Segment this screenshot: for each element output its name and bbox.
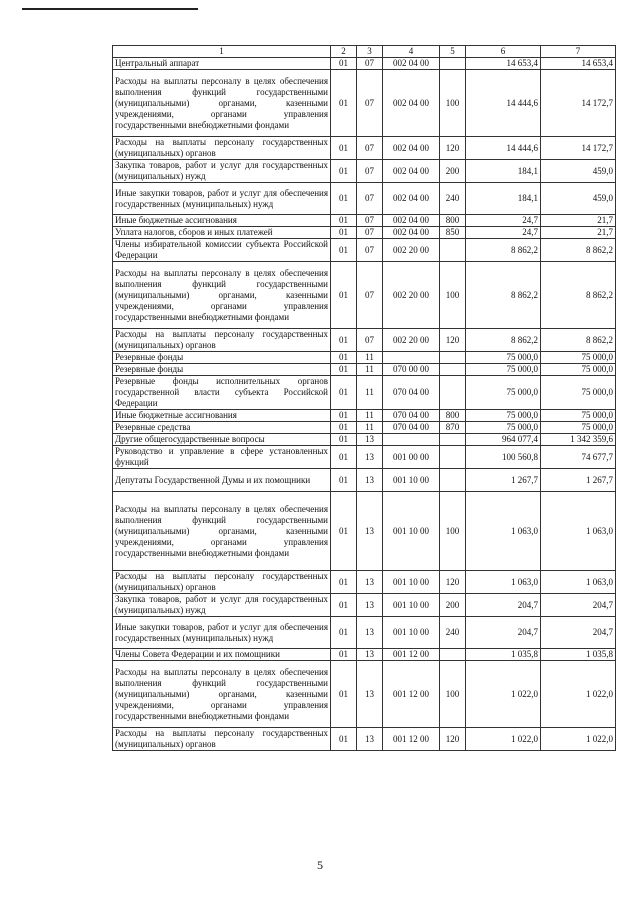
row-label: Закупка товаров, работ и услуг для государственных (муниципальных) нужд	[113, 594, 331, 617]
amount-year-1: 75 000,0	[466, 352, 541, 364]
target-article-code: 001 10 00	[383, 617, 440, 649]
subsection-code: 11	[357, 410, 383, 422]
section-code: 01	[331, 422, 357, 434]
subsection-code: 13	[357, 446, 383, 469]
row-label: Закупка товаров, работ и услуг для государственных (муниципальных) нужд	[113, 160, 331, 183]
subsection-code: 07	[357, 239, 383, 262]
amount-year-1: 14 653,4	[466, 58, 541, 70]
expense-type-code	[440, 58, 466, 70]
expense-type-code	[440, 649, 466, 661]
expense-type-code: 870	[440, 422, 466, 434]
table-row	[113, 352, 616, 364]
subsection-code: 07	[357, 329, 383, 352]
expense-type-code: 100	[440, 262, 466, 329]
target-article-code: 001 10 00	[383, 594, 440, 617]
section-code: 01	[331, 649, 357, 661]
amount-year-2: 1 063,0	[541, 492, 616, 571]
row-label: Иные закупки товаров, работ и услуг для обеспечения государственных (муниципальных) нужд	[113, 617, 331, 649]
section-code: 01	[331, 137, 357, 160]
table-header-row	[113, 46, 616, 58]
amount-year-2: 1 342 359,6	[541, 434, 616, 446]
amount-year-2: 1 022,0	[541, 661, 616, 728]
amount-year-1: 75 000,0	[466, 422, 541, 434]
row-label: Иные бюджетные ассигнования	[113, 215, 331, 227]
page-number: 5	[317, 858, 323, 872]
expense-type-code: 240	[440, 617, 466, 649]
target-article-code: 002 04 00	[383, 160, 440, 183]
subsection-code: 07	[357, 183, 383, 215]
table-row	[113, 160, 616, 183]
target-article-code: 070 04 00	[383, 422, 440, 434]
row-label: Уплата налогов, сборов и иных платежей	[113, 227, 331, 239]
amount-year-2: 459,0	[541, 183, 616, 215]
expense-type-code: 800	[440, 410, 466, 422]
row-label: Члены Совета Федерации и их помощники	[113, 649, 331, 661]
expense-type-code: 100	[440, 492, 466, 571]
expense-type-code: 120	[440, 137, 466, 160]
target-article-code	[383, 434, 440, 446]
table-row	[113, 649, 616, 661]
amount-year-1: 964 077,4	[466, 434, 541, 446]
row-label: Расходы на выплаты персоналу государственных (муниципальных) органов	[113, 728, 331, 751]
amount-year-2: 1 267,7	[541, 469, 616, 492]
section-code: 01	[331, 329, 357, 352]
section-code: 01	[331, 239, 357, 262]
amount-year-2: 21,7	[541, 215, 616, 227]
subsection-code: 07	[357, 227, 383, 239]
amount-year-2: 1 063,0	[541, 571, 616, 594]
expense-type-code	[440, 364, 466, 376]
amount-year-1: 75 000,0	[466, 410, 541, 422]
amount-year-2: 459,0	[541, 160, 616, 183]
table-row	[113, 434, 616, 446]
subsection-code: 11	[357, 422, 383, 434]
row-label: Расходы на выплаты персоналу в целях обеспечения выполнения функций государственными (муниципальными) органами, казенными учреждениями, органами управления государственными внебюджетными фондами	[113, 262, 331, 329]
target-article-code: 070 04 00	[383, 376, 440, 410]
subsection-code: 07	[357, 215, 383, 227]
target-article-code: 002 04 00	[383, 215, 440, 227]
section-code: 01	[331, 262, 357, 329]
table-row	[113, 571, 616, 594]
row-label: Центральный аппарат	[113, 58, 331, 70]
amount-year-2: 14 172,7	[541, 70, 616, 137]
table-row	[113, 227, 616, 239]
expense-type-code: 120	[440, 571, 466, 594]
subsection-code: 07	[357, 160, 383, 183]
section-code: 01	[331, 661, 357, 728]
row-label: Резервные фонды	[113, 364, 331, 376]
row-label: Руководство и управление в сфере установленных функций	[113, 446, 331, 469]
row-label: Члены избирательной комиссии субъекта Российской Федерации	[113, 239, 331, 262]
table-row	[113, 364, 616, 376]
target-article-code: 070 00 00	[383, 364, 440, 376]
row-label: Расходы на выплаты персоналу государственных (муниципальных) органов	[113, 329, 331, 352]
section-code: 01	[331, 492, 357, 571]
target-article-code: 001 00 00	[383, 446, 440, 469]
subsection-code: 11	[357, 376, 383, 410]
target-article-code: 001 12 00	[383, 661, 440, 728]
amount-year-1: 1 063,0	[466, 571, 541, 594]
subsection-code: 13	[357, 617, 383, 649]
amount-year-2: 1 035,8	[541, 649, 616, 661]
row-label: Расходы на выплаты персоналу в целях обеспечения выполнения функций государственными (муниципальными) органами, казенными учреждениями, органами управления государственными внебюджетными фондами	[113, 70, 331, 137]
row-label: Расходы на выплаты персоналу государственных (муниципальных) органов	[113, 137, 331, 160]
expense-type-code: 200	[440, 160, 466, 183]
expense-type-code	[440, 352, 466, 364]
amount-year-1: 24,7	[466, 215, 541, 227]
expense-type-code	[440, 434, 466, 446]
table-row	[113, 239, 616, 262]
target-article-code: 002 20 00	[383, 239, 440, 262]
subsection-code: 13	[357, 594, 383, 617]
amount-year-1: 1 035,8	[466, 649, 541, 661]
amount-year-1: 204,7	[466, 617, 541, 649]
subsection-code: 07	[357, 137, 383, 160]
section-code: 01	[331, 728, 357, 751]
row-label: Резервные фонды исполнительных органов государственной власти субъекта Российской Федерации	[113, 376, 331, 410]
expense-type-code: 100	[440, 70, 466, 137]
amount-year-2: 204,7	[541, 594, 616, 617]
header-cell-6: 6	[466, 46, 541, 58]
table-row	[113, 262, 616, 329]
amount-year-1: 1 063,0	[466, 492, 541, 571]
section-code: 01	[331, 70, 357, 137]
expense-type-code	[440, 469, 466, 492]
section-code: 01	[331, 160, 357, 183]
amount-year-1: 8 862,2	[466, 239, 541, 262]
amount-year-1: 14 444,6	[466, 137, 541, 160]
table-row	[113, 728, 616, 751]
row-label: Расходы на выплаты персоналу в целях обеспечения выполнения функций государственными (муниципальными) органами, казенными учреждениями, органами управления государственными внебюджетными фондами	[113, 492, 331, 571]
amount-year-2: 75 000,0	[541, 410, 616, 422]
section-code: 01	[331, 227, 357, 239]
amount-year-1: 100 560,8	[466, 446, 541, 469]
header-cell-4: 4	[383, 46, 440, 58]
table-row	[113, 446, 616, 469]
section-code: 01	[331, 571, 357, 594]
row-label: Иные бюджетные ассигнования	[113, 410, 331, 422]
target-article-code: 002 04 00	[383, 58, 440, 70]
section-code: 01	[331, 376, 357, 410]
amount-year-2: 75 000,0	[541, 422, 616, 434]
row-label: Резервные средства	[113, 422, 331, 434]
subsection-code: 11	[357, 352, 383, 364]
table-row	[113, 410, 616, 422]
expense-type-code: 850	[440, 227, 466, 239]
amount-year-2: 21,7	[541, 227, 616, 239]
table-row	[113, 70, 616, 137]
amount-year-1: 8 862,2	[466, 262, 541, 329]
amount-year-2: 75 000,0	[541, 376, 616, 410]
header-cell-7: 7	[541, 46, 616, 58]
amount-year-1: 184,1	[466, 160, 541, 183]
row-label: Другие общегосударственные вопросы	[113, 434, 331, 446]
section-code: 01	[331, 364, 357, 376]
table-row	[113, 329, 616, 352]
expense-type-code: 120	[440, 728, 466, 751]
header-cell-1: 1	[113, 46, 331, 58]
expense-type-code	[440, 446, 466, 469]
subsection-code: 13	[357, 469, 383, 492]
target-article-code	[383, 352, 440, 364]
budget-table	[112, 45, 616, 751]
row-label: Депутаты Государственной Думы и их помощники	[113, 469, 331, 492]
amount-year-1: 14 444,6	[466, 70, 541, 137]
amount-year-2: 8 862,2	[541, 262, 616, 329]
section-code: 01	[331, 594, 357, 617]
section-code: 01	[331, 469, 357, 492]
target-article-code: 001 10 00	[383, 492, 440, 571]
amount-year-2: 75 000,0	[541, 364, 616, 376]
section-code: 01	[331, 410, 357, 422]
target-article-code: 002 04 00	[383, 183, 440, 215]
expense-type-code: 240	[440, 183, 466, 215]
expense-type-code: 100	[440, 661, 466, 728]
amount-year-1: 204,7	[466, 594, 541, 617]
subsection-code: 07	[357, 70, 383, 137]
amount-year-2: 14 172,7	[541, 137, 616, 160]
amount-year-1: 75 000,0	[466, 376, 541, 410]
table-row	[113, 215, 616, 227]
amount-year-2: 8 862,2	[541, 239, 616, 262]
table-row	[113, 594, 616, 617]
header-cell-3: 3	[357, 46, 383, 58]
amount-year-1: 8 862,2	[466, 329, 541, 352]
section-code: 01	[331, 183, 357, 215]
target-article-code: 001 10 00	[383, 571, 440, 594]
target-article-code: 001 12 00	[383, 728, 440, 751]
budget-table-body	[113, 46, 616, 751]
amount-year-1: 184,1	[466, 183, 541, 215]
target-article-code: 070 04 00	[383, 410, 440, 422]
section-code: 01	[331, 352, 357, 364]
target-article-code: 002 20 00	[383, 262, 440, 329]
section-code: 01	[331, 434, 357, 446]
table-row	[113, 58, 616, 70]
amount-year-1: 1 267,7	[466, 469, 541, 492]
amount-year-1: 24,7	[466, 227, 541, 239]
header-cell-5: 5	[440, 46, 466, 58]
table-row	[113, 661, 616, 728]
section-code: 01	[331, 617, 357, 649]
target-article-code: 002 20 00	[383, 329, 440, 352]
section-code: 01	[331, 215, 357, 227]
table-row	[113, 492, 616, 571]
subsection-code: 13	[357, 728, 383, 751]
table-row	[113, 422, 616, 434]
table-row	[113, 137, 616, 160]
target-article-code: 002 04 00	[383, 70, 440, 137]
subsection-code: 07	[357, 58, 383, 70]
amount-year-2: 1 022,0	[541, 728, 616, 751]
subsection-code: 11	[357, 364, 383, 376]
subsection-code: 13	[357, 649, 383, 661]
subsection-code: 13	[357, 661, 383, 728]
amount-year-1: 1 022,0	[466, 728, 541, 751]
header-rule	[22, 8, 198, 10]
amount-year-2: 204,7	[541, 617, 616, 649]
expense-type-code: 800	[440, 215, 466, 227]
table-row	[113, 376, 616, 410]
target-article-code: 001 10 00	[383, 469, 440, 492]
amount-year-2: 74 677,7	[541, 446, 616, 469]
table-row	[113, 183, 616, 215]
amount-year-2: 75 000,0	[541, 352, 616, 364]
expense-type-code	[440, 376, 466, 410]
expense-type-code: 200	[440, 594, 466, 617]
section-code: 01	[331, 58, 357, 70]
subsection-code: 13	[357, 434, 383, 446]
amount-year-1: 75 000,0	[466, 364, 541, 376]
target-article-code: 002 04 00	[383, 137, 440, 160]
table-row	[113, 469, 616, 492]
amount-year-2: 14 653,4	[541, 58, 616, 70]
amount-year-1: 1 022,0	[466, 661, 541, 728]
table-row	[113, 617, 616, 649]
row-label: Расходы на выплаты персоналу государственных (муниципальных) органов	[113, 571, 331, 594]
subsection-code: 13	[357, 571, 383, 594]
subsection-code: 13	[357, 492, 383, 571]
row-label: Иные закупки товаров, работ и услуг для обеспечения государственных (муниципальных) нужд	[113, 183, 331, 215]
target-article-code: 001 12 00	[383, 649, 440, 661]
header-cell-2: 2	[331, 46, 357, 58]
amount-year-2: 8 862,2	[541, 329, 616, 352]
row-label: Резервные фонды	[113, 352, 331, 364]
section-code: 01	[331, 446, 357, 469]
expense-type-code	[440, 239, 466, 262]
expense-type-code: 120	[440, 329, 466, 352]
target-article-code: 002 04 00	[383, 227, 440, 239]
subsection-code: 07	[357, 262, 383, 329]
row-label: Расходы на выплаты персоналу в целях обеспечения выполнения функций государственными (муниципальными) органами, казенными учреждениями, органами управления государственными внебюджетными фондами	[113, 661, 331, 728]
